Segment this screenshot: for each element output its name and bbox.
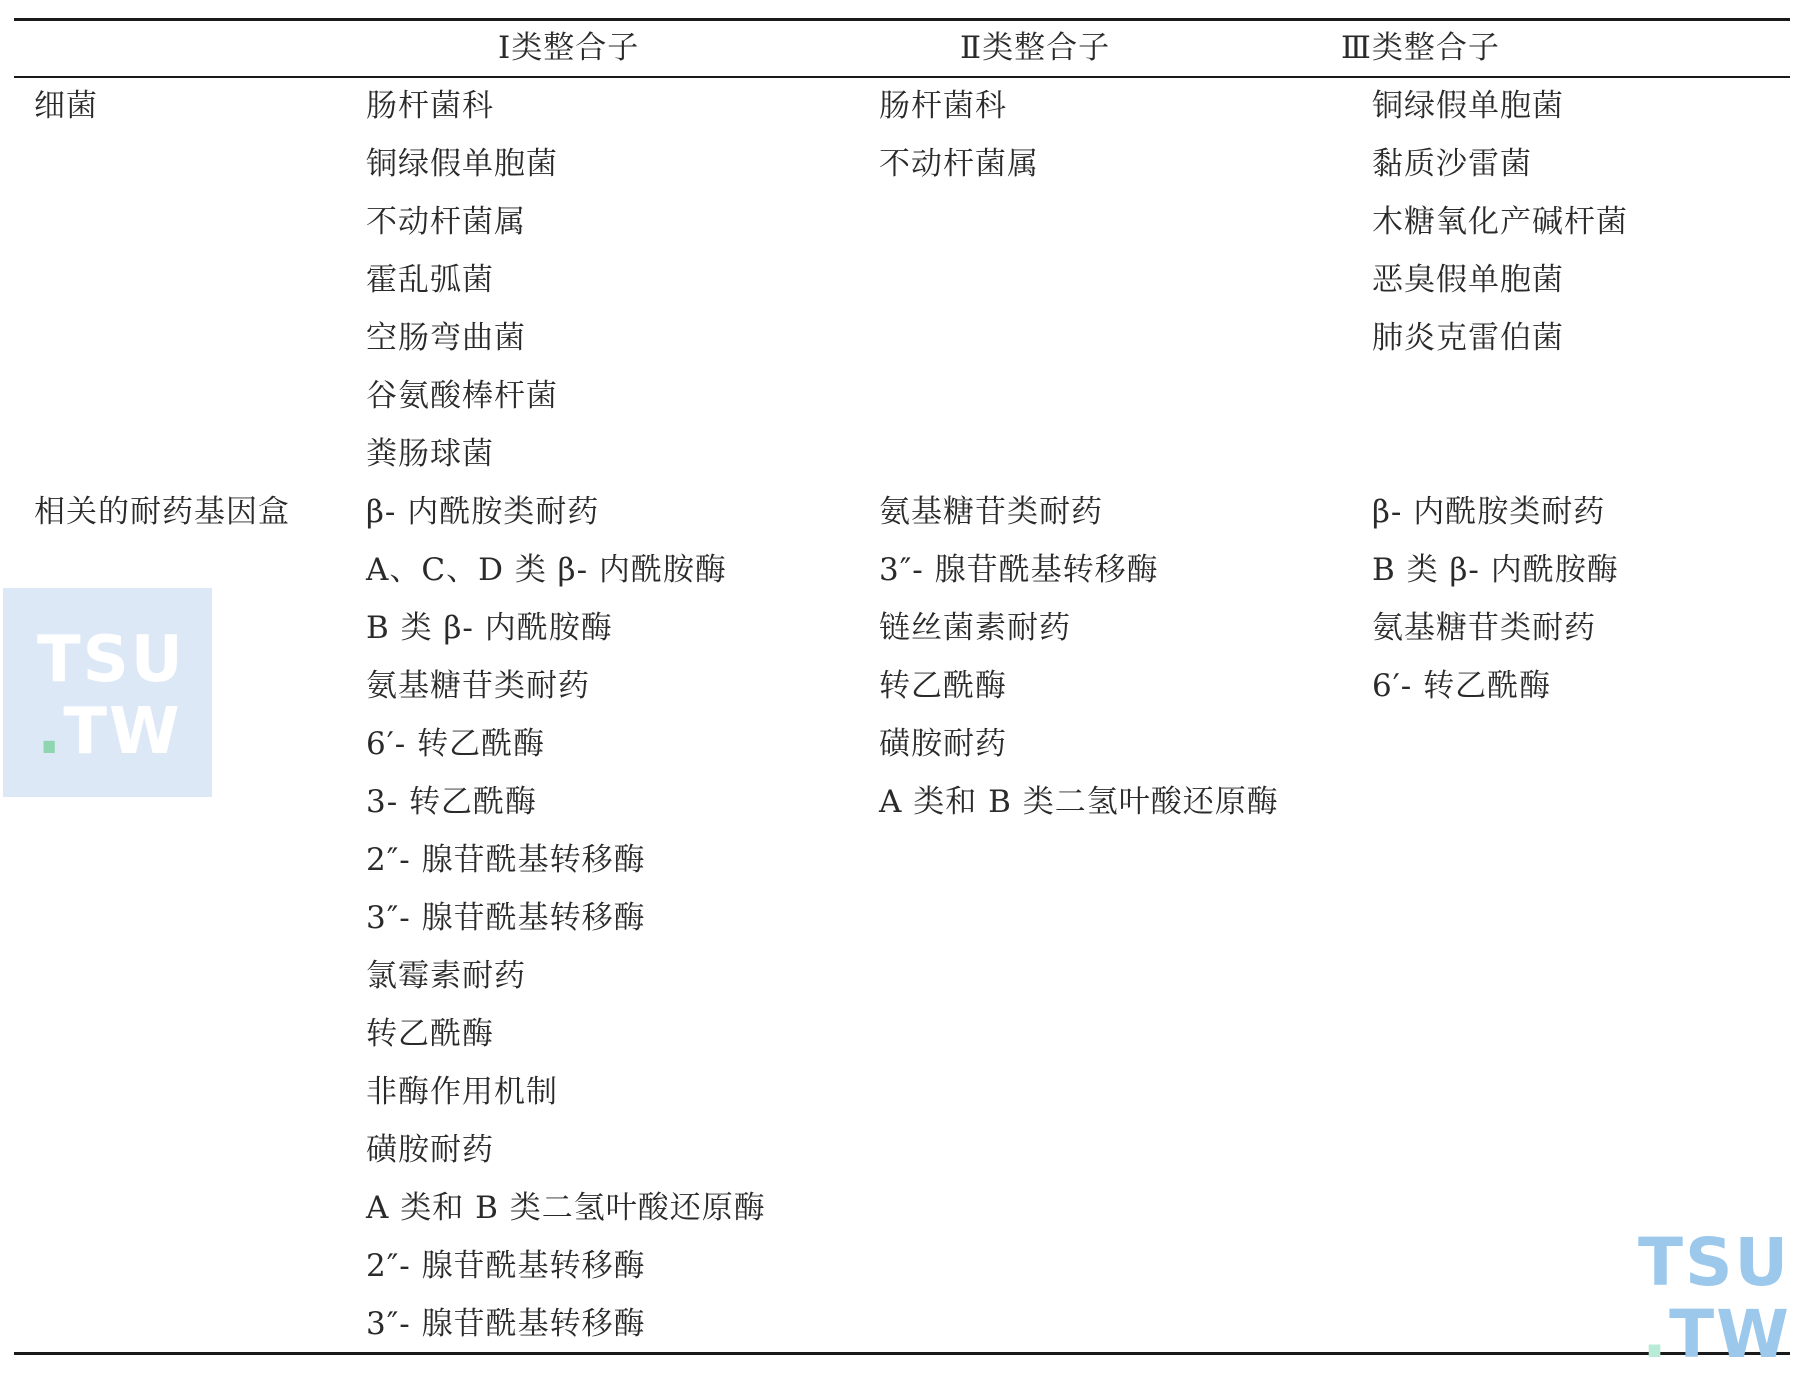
list-item: 磺胺耐药 — [366, 1132, 494, 1168]
watermark-corner-dot: . — [1642, 1296, 1670, 1373]
list-item: 不动杆菌属 — [366, 204, 526, 240]
watermark-logo-corner — [1632, 1224, 1807, 1373]
list-item: 2″- 腺苷酰基转移酶 — [366, 1248, 646, 1284]
list-item: 氨基糖苷类耐药 — [366, 668, 590, 704]
list-item: 6′- 转乙酰酶 — [366, 726, 546, 762]
list-item: 铜绿假单胞菌 — [1372, 88, 1564, 124]
list-item: 3″- 腺苷酰基转移酶 — [366, 900, 646, 936]
list-item: 2″- 腺苷酰基转移酶 — [366, 842, 646, 878]
list-item: 链丝菌素耐药 — [879, 610, 1071, 646]
watermark-line2 — [37, 695, 182, 769]
list-item: 氯霉素耐药 — [366, 958, 526, 994]
list-item: 铜绿假单胞菌 — [366, 146, 558, 182]
watermark-corner-line2 — [1642, 1296, 1791, 1373]
header-class3: Ⅲ类整合子 — [1341, 30, 1500, 66]
row-resistance-class2 — [879, 483, 1279, 831]
list-item: 恶臭假单胞菌 — [1372, 262, 1564, 298]
list-item: β- 内酰胺类耐药 — [1372, 494, 1606, 530]
list-item: 不动杆菌属 — [879, 146, 1039, 182]
row-bacteria-class1 — [366, 77, 558, 483]
watermark-line2-text: TW — [63, 695, 182, 769]
list-item: 3″- 腺苷酰基转移酶 — [366, 1306, 646, 1342]
header-class2: Ⅱ类整合子 — [960, 30, 1111, 66]
list-item: B 类 β- 内酰胺酶 — [1372, 552, 1619, 588]
list-item: 氨基糖苷类耐药 — [1372, 610, 1596, 646]
watermark-logo — [3, 588, 212, 797]
list-item: 6′- 转乙酰酶 — [1372, 668, 1552, 704]
watermark-line1: TSU — [37, 623, 185, 697]
list-item: 谷氨酸棒杆菌 — [366, 378, 558, 414]
watermark-dot: . — [37, 695, 64, 769]
watermark-corner-line1: TSU — [1638, 1224, 1791, 1301]
row-label-resistance-gene-cassettes: 相关的耐药基因盒 — [34, 494, 290, 530]
list-item: A 类和 B 类二氢叶酸还原酶 — [879, 784, 1279, 820]
list-item: 非酶作用机制 — [366, 1074, 558, 1110]
list-item: 肠杆菌科 — [879, 88, 1007, 124]
list-item: A 类和 B 类二氢叶酸还原酶 — [366, 1190, 766, 1226]
row-resistance-class3 — [1372, 483, 1619, 715]
list-item: A、C、D 类 β- 内酰胺酶 — [366, 552, 727, 588]
row-label-bacteria: 细菌 — [34, 88, 98, 124]
list-item: 3″- 腺苷酰基转移酶 — [879, 552, 1159, 588]
list-item: 转乙酰酶 — [366, 1016, 494, 1052]
list-item: 转乙酰酶 — [879, 668, 1007, 704]
list-item: 木糖氧化产碱杆菌 — [1372, 204, 1628, 240]
list-item: 黏质沙雷菌 — [1372, 146, 1532, 182]
list-item: 3- 转乙酰酶 — [366, 784, 538, 820]
list-item: 磺胺耐药 — [879, 726, 1007, 762]
watermark-corner-line2-text: TW — [1669, 1296, 1791, 1373]
row-bacteria-class3 — [1372, 77, 1628, 367]
list-item: B 类 β- 内酰胺酶 — [366, 610, 613, 646]
list-item: 霍乱弧菌 — [366, 262, 494, 298]
table-top-rule — [14, 18, 1790, 21]
header-class1: Ⅰ类整合子 — [498, 30, 640, 66]
list-item: 肺炎克雷伯菌 — [1372, 320, 1564, 356]
list-item: 粪肠球菌 — [366, 436, 494, 472]
row-bacteria-class2 — [879, 77, 1039, 193]
list-item: β- 内酰胺类耐药 — [366, 494, 600, 530]
list-item: 空肠弯曲菌 — [366, 320, 526, 356]
table-bottom-rule — [14, 1352, 1790, 1355]
row-resistance-class1 — [366, 483, 766, 1353]
list-item: 氨基糖苷类耐药 — [879, 494, 1103, 530]
list-item: 肠杆菌科 — [366, 88, 494, 124]
